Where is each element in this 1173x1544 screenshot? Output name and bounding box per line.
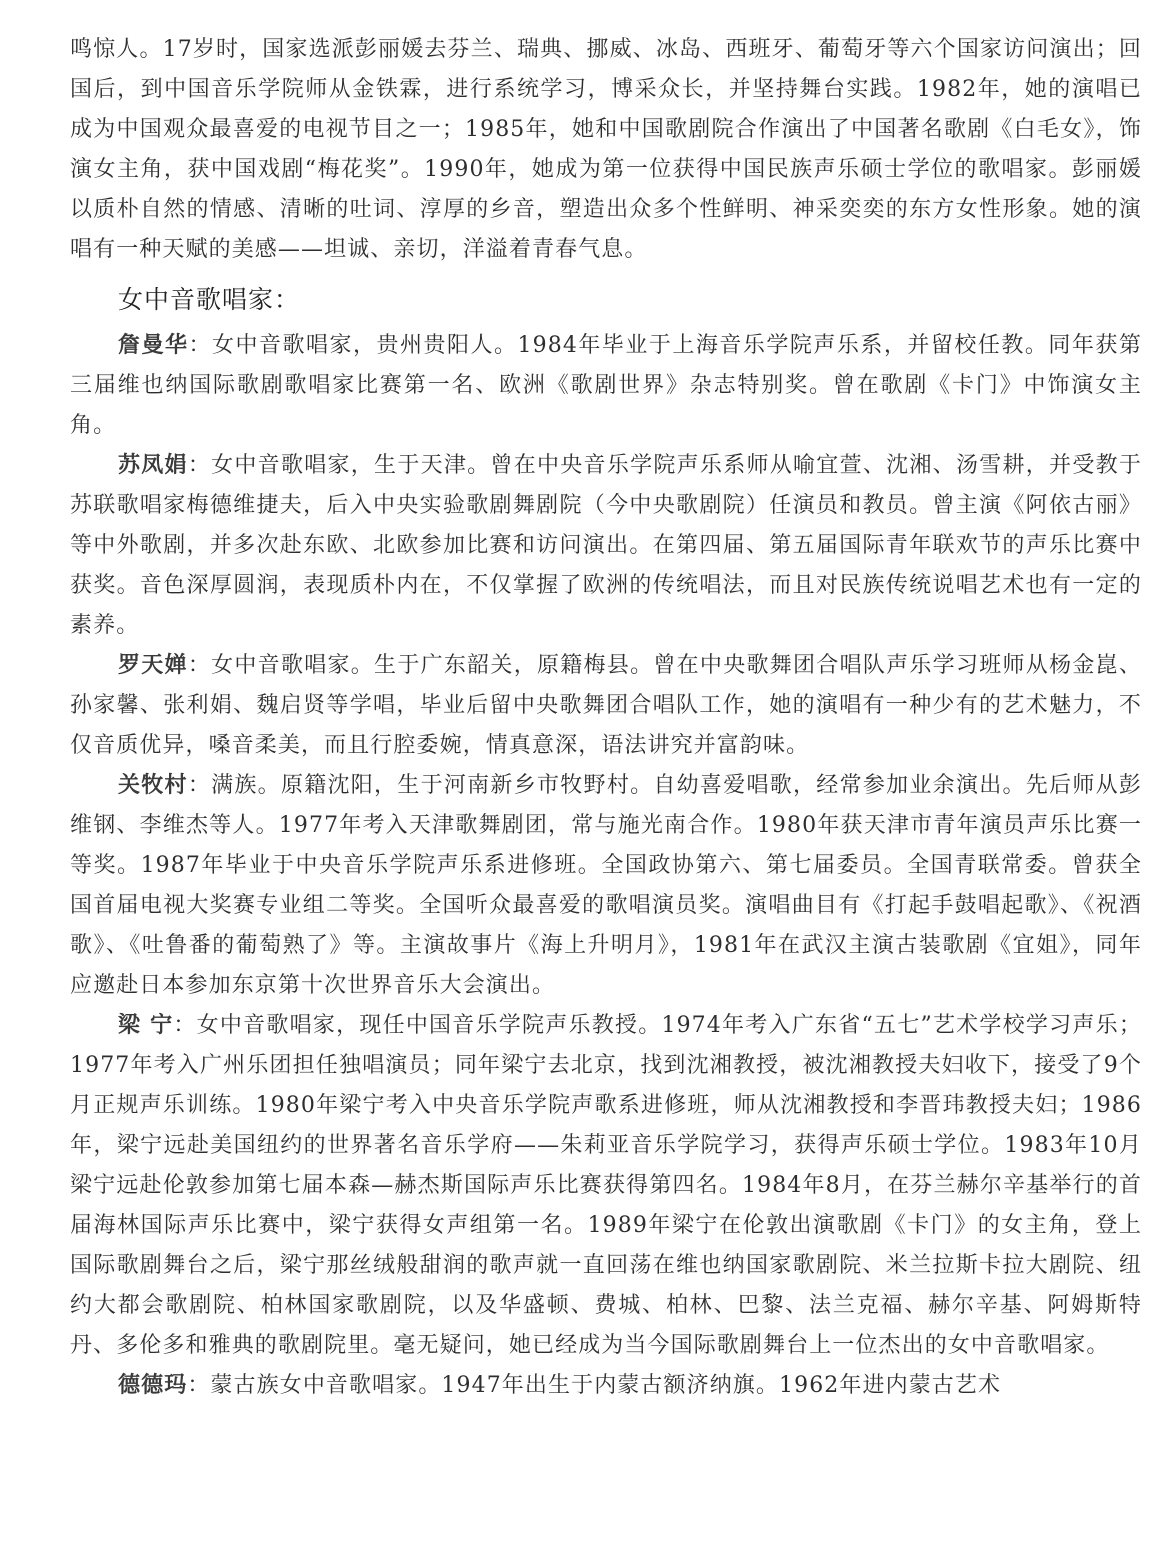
entry-text: ：满族。原籍沈阳，生于河南新乡市牧野村。自幼喜爱唱歌，经常参加业余演出。先后师从彭维钢、李维杰等人。1977年考入天津歌舞剧团，常与施光南合作。1980年获天津市青年演员声乐比赛一等奖。1987年毕业于中央音乐学院声乐系进修班。全国政协第六、第七届委员。全国青联常委。曾获全国首届电视大奖赛专业组二等奖。全国听众最喜爱的歌唱演员奖。演唱曲目有《打起手鼓唱起歌》、《祝酒歌》、《吐鲁番的葡萄熟了》等。主演故事片《海上升明月》，1981年在武汉主演古装歌剧《宜姐》，同年应邀赴日本参加东京第十次世界音乐大会演出。 (70, 773, 1142, 998)
intro-paragraph: 鸣惊人。17岁时，国家选派彭丽媛去芬兰、瑞典、挪威、冰岛、西班牙、葡萄牙等六个国家访问演出；回国后，到中国音乐学院师从金铁霖，进行系统学习，博采众长，并坚持舞台实践。1982年，她的演唱已成为中国观众最喜爱的电视节目之一；1985年，她和中国歌剧院合作演出了中国著名歌剧《白毛女》，饰演女主角，获中国戏剧“梅花奖”。1990年，她成为第一位获得中国民族声乐硕士学位的歌唱家。彭丽媛以质朴自然的情感、清晰的吐词、淳厚的乡音，塑造出众多个性鲜明、神采奕奕的东方女性形象。她的演唱有一种天赋的美感——坦诚、亲切，洋溢着青春气息。 (70, 37, 1142, 262)
entry-name: 关牧村 (118, 773, 188, 798)
entry-name: 梁 宁 (118, 1013, 174, 1038)
document-page (70, 30, 1142, 1402)
entry-paragraph (70, 1006, 1142, 1366)
entry-name: 苏凤娟 (118, 453, 188, 478)
entry-name: 德德玛 (118, 1373, 188, 1398)
entry-paragraph (70, 446, 1142, 646)
entry-text: ：女中音歌唱家，生于天津。曾在中央音乐学院声乐系师从喻宜萱、沈湘、汤雪耕，并受教于苏联歌唱家梅德维捷夫，后入中央实验歌剧舞剧院（今中央歌剧院）任演员和教员。曾主演《阿依古丽》等中外歌剧，并多次赴东欧、北欧参加比赛和访问演出。在第四届、第五届国际青年联欢节的声乐比赛中获奖。音色深厚圆润，表现质朴内在，不仅掌握了欧洲的传统唱法，而且对民族传统说唱艺术也有一定的素养。 (70, 453, 1142, 638)
entry-paragraph (70, 646, 1142, 766)
entry-text: ：蒙古族女中音歌唱家。1947年出生于内蒙古额济纳旗。1962年进内蒙古艺术 (187, 1373, 1002, 1398)
entry-text: ：女中音歌唱家，现任中国音乐学院声乐教授。1974年考入广东省“五七”艺术学校学习声乐；1977年考入广州乐团担任独唱演员；同年梁宁去北京，找到沈湘教授，被沈湘教授夫妇收下，接受了9个月正规声乐训练。1980年梁宁考入中央音乐学院声歌系进修班，师从沈湘教授和李晋玮教授夫妇；1986年，梁宁远赴美国纽约的世界著名音乐学府——朱莉亚音乐学院学习，获得声乐硕士学位。1983年10月梁宁远赴伦敦参加第七届本森—赫杰斯国际声乐比赛获得第四名。1984年8月，在芬兰赫尔辛基举行的首届海林国际声乐比赛中，梁宁获得女声组第一名。1989年梁宁在伦敦出演歌剧《卡门》的女主角，登上国际歌剧舞台之后，梁宁那丝绒般甜润的歌声就一直回荡在维也纳国家歌剧院、米兰拉斯卡拉大剧院、纽约大都会歌剧院、柏林国家歌剧院，以及华盛顿、费城、柏林、巴黎、法兰克福、赫尔辛基、阿姆斯特丹、多伦多和雅典的歌剧院里。毫无疑问，她已经成为当今国际歌剧舞台上一位杰出的女中音歌唱家。 (70, 1013, 1142, 1358)
entry-paragraph (70, 326, 1142, 446)
entry-text: ：女中音歌唱家。生于广东韶关，原籍梅县。曾在中央歌舞团合唱队声乐学习班师从杨金崑、孙家馨、张利娟、魏启贤等学唱，毕业后留中央歌舞团合唱队工作，她的演唱有一种少有的艺术魅力，不仅音质优异，嗓音柔美，而且行腔委婉，情真意深，语法讲究并富韵味。 (70, 653, 1142, 758)
entry-name: 罗天婵 (118, 653, 188, 678)
entry-name: 詹曼华 (118, 333, 189, 358)
entry-text: ：女中音歌唱家，贵州贵阳人。1984年毕业于上海音乐学院声乐系，并留校任教。同年获第三届维也纳国际歌剧歌唱家比赛第一名、欧洲《歌剧世界》杂志特别奖。曾在歌剧《卡门》中饰演女主角。 (70, 333, 1142, 438)
entry-paragraph (70, 766, 1142, 1006)
entry-paragraph-truncated (70, 1366, 1142, 1402)
section-heading: 女中音歌唱家： (118, 285, 301, 314)
